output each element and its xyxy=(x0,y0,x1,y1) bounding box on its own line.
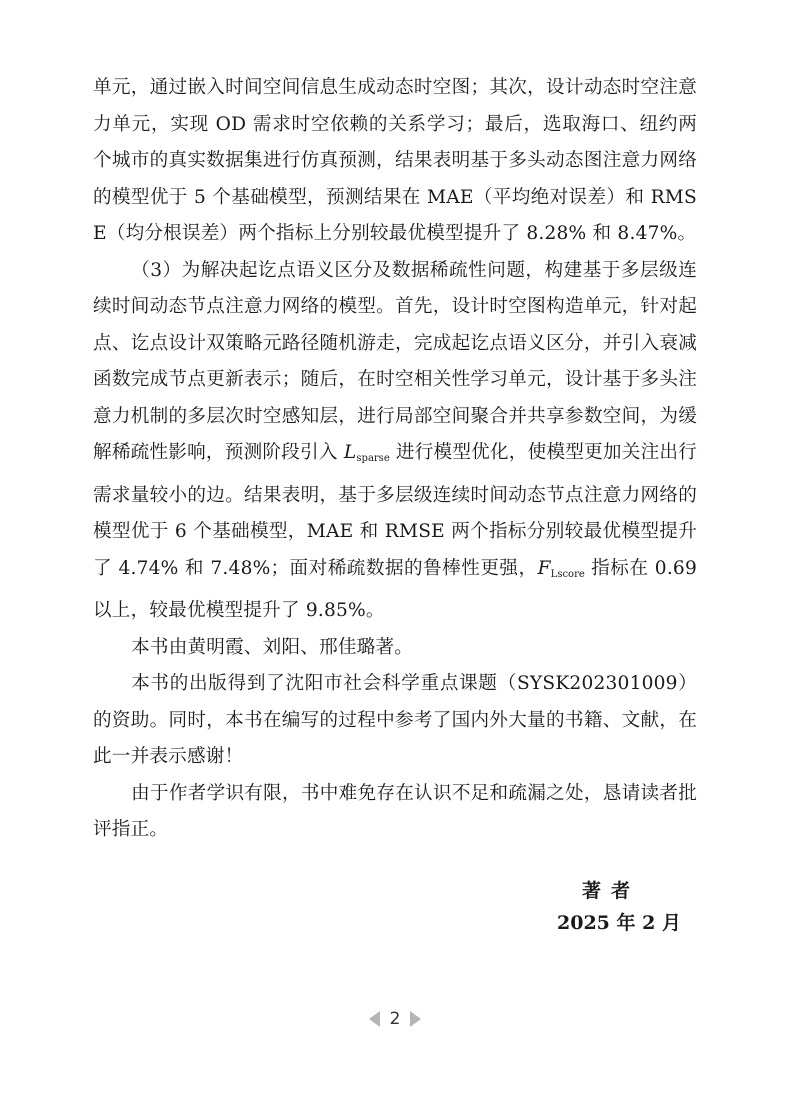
paragraph-model-three-part-b: 进行模型优化，使模型更加关注出行需求量较小的边。结果表明，基于多层级连续时间动态节点注意力网络的模型优于 6 个基础模型，MAE 和 RMSE 两个指标分别较最优模型提升了 4.74% 和 7.48%；面对稀疏数据的鲁棒性更强， xyxy=(93,442,698,579)
f-lscore-subscript: Lscore xyxy=(550,568,585,580)
paragraph-apology: 由于作者学识有限，书中难免存在认识不足和疏漏之处，恳请读者批评指正。 xyxy=(93,782,697,840)
preface-body xyxy=(93,70,697,849)
page-number: 2 xyxy=(389,1009,401,1029)
l-sparse-subscript: sparse xyxy=(356,453,390,464)
paragraph-funding: 本书的出版得到了沈阳市社会科学重点课题（SYSK202301009）的资助。同时，本书在编写的过程中参考了国内外大量的书籍、文献，在此一并表示感谢！ xyxy=(93,673,697,767)
signature-author: 著者 xyxy=(582,880,641,902)
l-sparse-symbol: L xyxy=(343,442,357,463)
paragraph-model-three-part-c: 指标在 0.69 以上，较最优模型提升了 9.85%。 xyxy=(93,557,697,621)
triangle-right-icon xyxy=(410,1011,421,1027)
page-footer xyxy=(0,1007,790,1031)
paragraph-model-three-part-a: （3）为解决起讫点语义区分及数据稀疏性问题，构建基于多层级连续时间动态节点注意力网络的模型。首先，设计时空图构造单元，针对起点、讫点设计双策略元路径随机游走，完成起讫点语义区分，并引入衰减函数完成节点更新表示；随后，在时空相关性学习单元，设计基于多头注意力机制的多层次时空感知层，进行局部空间聚合并共享参数空间，为缓解稀疏性影响，预测阶段引入 xyxy=(93,259,697,463)
triangle-left-icon xyxy=(369,1011,380,1027)
signature-date: 2025 年 2 月 xyxy=(557,912,681,934)
paragraph-model-three xyxy=(93,253,697,630)
paragraph-continuation: 单元，通过嵌入时间空间信息生成动态时空图；其次，设计动态时空注意力单元，实现 OD 需求时空依赖的关系学习；最后，选取海口、纽约两个城市的真实数据集进行仿真预测，结果表明基于多头动态图注意力网络的模型优于 5 个基础模型，预测结果在 MAE（平均绝对误差）和 RMSE（均分根误差）两个指标上分别较最优模型提升了 8.28% 和 8.47%。 xyxy=(93,77,697,244)
f-lscore-symbol: F xyxy=(537,557,551,579)
paragraph-authors: 本书由黄明霞、刘阳、邢佳璐著。 xyxy=(131,636,414,658)
